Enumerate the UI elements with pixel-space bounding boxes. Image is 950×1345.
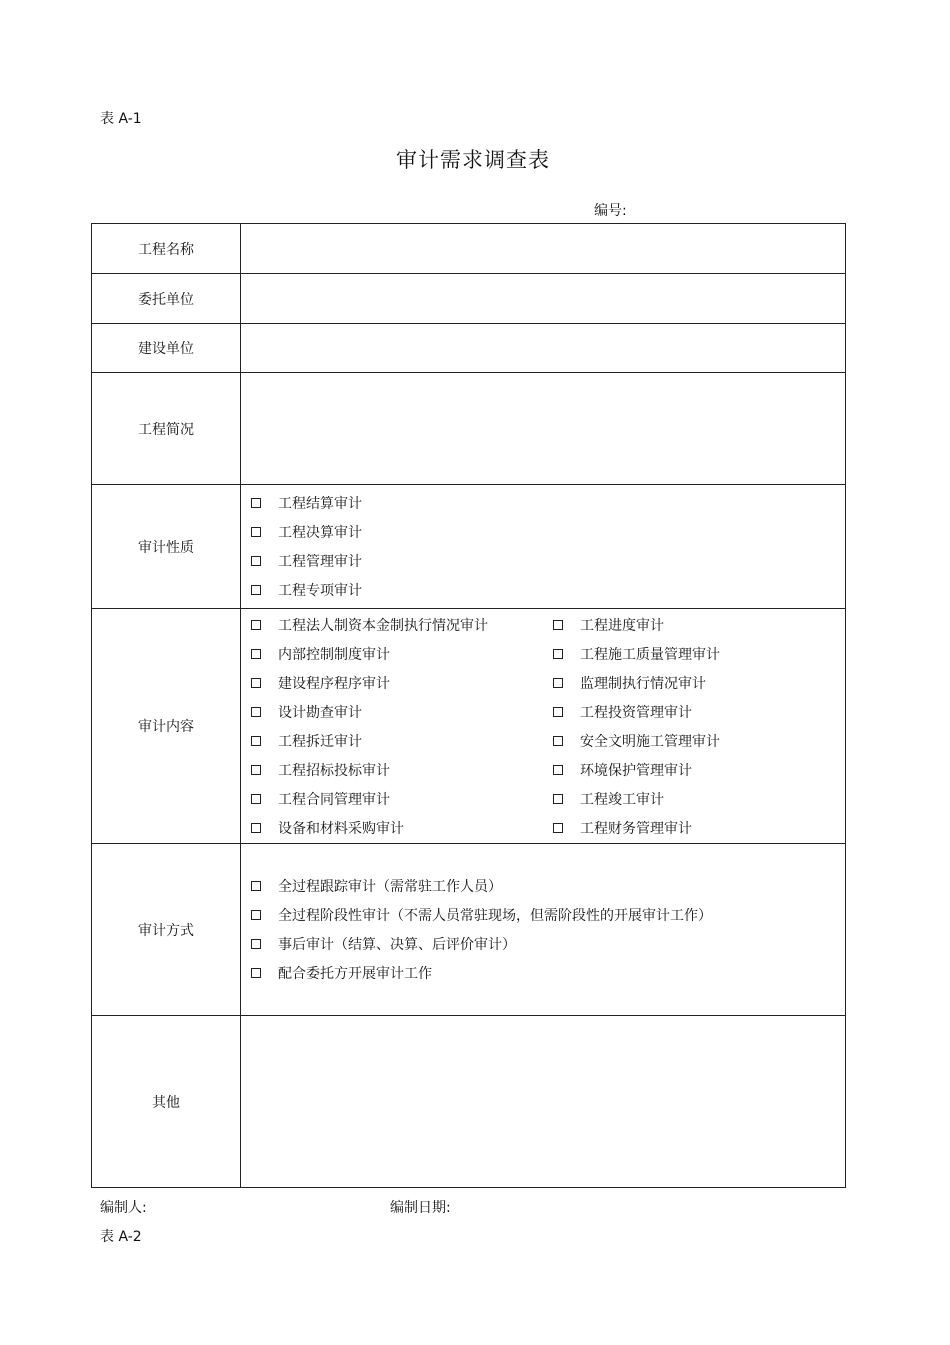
nature-option[interactable]: 工程专项审计 — [241, 576, 845, 605]
content-option[interactable]: 建设程序程序审计 — [241, 668, 543, 697]
content-option[interactable]: 工程施工质量管理审计 — [543, 639, 845, 668]
row-nature — [92, 485, 846, 609]
checkbox[interactable] — [251, 527, 261, 537]
checkbox[interactable] — [251, 556, 261, 566]
nature-option[interactable]: 工程结算审计 — [241, 489, 845, 518]
content-option[interactable]: 工程竣工审计 — [543, 784, 845, 813]
checkbox[interactable] — [251, 649, 261, 659]
method-options — [241, 844, 846, 1016]
content-option[interactable]: 环境保护管理审计 — [543, 755, 845, 784]
content-option[interactable]: 设计勘查审计 — [241, 697, 543, 726]
checkbox[interactable] — [553, 736, 563, 746]
checkbox[interactable] — [553, 649, 563, 659]
content-option[interactable]: 设备和材料采购审计 — [241, 813, 543, 842]
row-project-name — [92, 224, 846, 274]
checkbox[interactable] — [553, 707, 563, 717]
checkbox[interactable] — [251, 765, 261, 775]
row-content — [92, 609, 846, 844]
label-other: 其他 — [92, 1016, 241, 1188]
label-project-name: 工程名称 — [92, 224, 241, 274]
label-method: 审计方式 — [92, 844, 241, 1016]
method-option[interactable]: 事后审计（结算、决算、后评价审计） — [241, 930, 845, 959]
checkbox[interactable] — [251, 620, 261, 630]
content-options — [241, 609, 846, 844]
field-project-name[interactable] — [241, 224, 846, 274]
label-nature: 审计性质 — [92, 485, 241, 609]
row-builder — [92, 324, 846, 373]
content-option[interactable]: 工程合同管理审计 — [241, 784, 543, 813]
checkbox[interactable] — [251, 585, 261, 595]
checkbox[interactable] — [251, 736, 261, 746]
row-other — [92, 1016, 846, 1188]
serial-number-label: 编号: — [594, 203, 627, 219]
date-label: 编制日期: — [390, 1200, 451, 1216]
field-overview[interactable] — [241, 373, 846, 485]
row-method — [92, 844, 846, 1016]
content-options-left — [241, 610, 543, 842]
field-client[interactable] — [241, 274, 846, 324]
checkbox[interactable] — [251, 881, 261, 891]
content-options-right — [543, 610, 845, 842]
checkbox[interactable] — [251, 939, 261, 949]
label-overview: 工程简况 — [92, 373, 241, 485]
label-client: 委托单位 — [92, 274, 241, 324]
content-option[interactable]: 工程招标投标审计 — [241, 755, 543, 784]
next-table-number: 表 A-2 — [100, 1229, 142, 1245]
method-option[interactable]: 配合委托方开展审计工作 — [241, 959, 845, 988]
content-option[interactable]: 工程投资管理审计 — [543, 697, 845, 726]
nature-options — [241, 485, 846, 609]
checkbox[interactable] — [251, 794, 261, 804]
checkbox[interactable] — [251, 707, 261, 717]
checkbox[interactable] — [251, 968, 261, 978]
row-overview — [92, 373, 846, 485]
checkbox[interactable] — [553, 765, 563, 775]
audit-survey-table — [91, 223, 846, 1188]
checkbox[interactable] — [251, 823, 261, 833]
content-option[interactable]: 工程进度审计 — [543, 610, 845, 639]
content-option[interactable]: 工程财务管理审计 — [543, 813, 845, 842]
row-client — [92, 274, 846, 324]
preparer-label: 编制人: — [100, 1200, 147, 1216]
field-builder[interactable] — [241, 324, 846, 373]
content-option[interactable]: 安全文明施工管理审计 — [543, 726, 845, 755]
label-builder: 建设单位 — [92, 324, 241, 373]
method-option[interactable]: 全过程跟踪审计（需常驻工作人员） — [241, 872, 845, 901]
checkbox[interactable] — [251, 498, 261, 508]
checkbox[interactable] — [553, 823, 563, 833]
checkbox[interactable] — [251, 678, 261, 688]
checkbox[interactable] — [251, 910, 261, 920]
method-option[interactable]: 全过程阶段性审计（不需人员常驻现场，但需阶段性的开展审计工作） — [241, 901, 845, 930]
field-other[interactable] — [241, 1016, 846, 1188]
label-content: 审计内容 — [92, 609, 241, 844]
content-option[interactable]: 监理制执行情况审计 — [543, 668, 845, 697]
page-title: 审计需求调查表 — [396, 148, 550, 172]
content-option[interactable]: 工程法人制资本金制执行情况审计 — [241, 610, 543, 639]
content-option[interactable]: 内部控制制度审计 — [241, 639, 543, 668]
nature-option[interactable]: 工程决算审计 — [241, 518, 845, 547]
table-number: 表 A-1 — [100, 111, 142, 127]
content-option[interactable]: 工程拆迁审计 — [241, 726, 543, 755]
nature-option[interactable]: 工程管理审计 — [241, 547, 845, 576]
checkbox[interactable] — [553, 678, 563, 688]
checkbox[interactable] — [553, 620, 563, 630]
checkbox[interactable] — [553, 794, 563, 804]
